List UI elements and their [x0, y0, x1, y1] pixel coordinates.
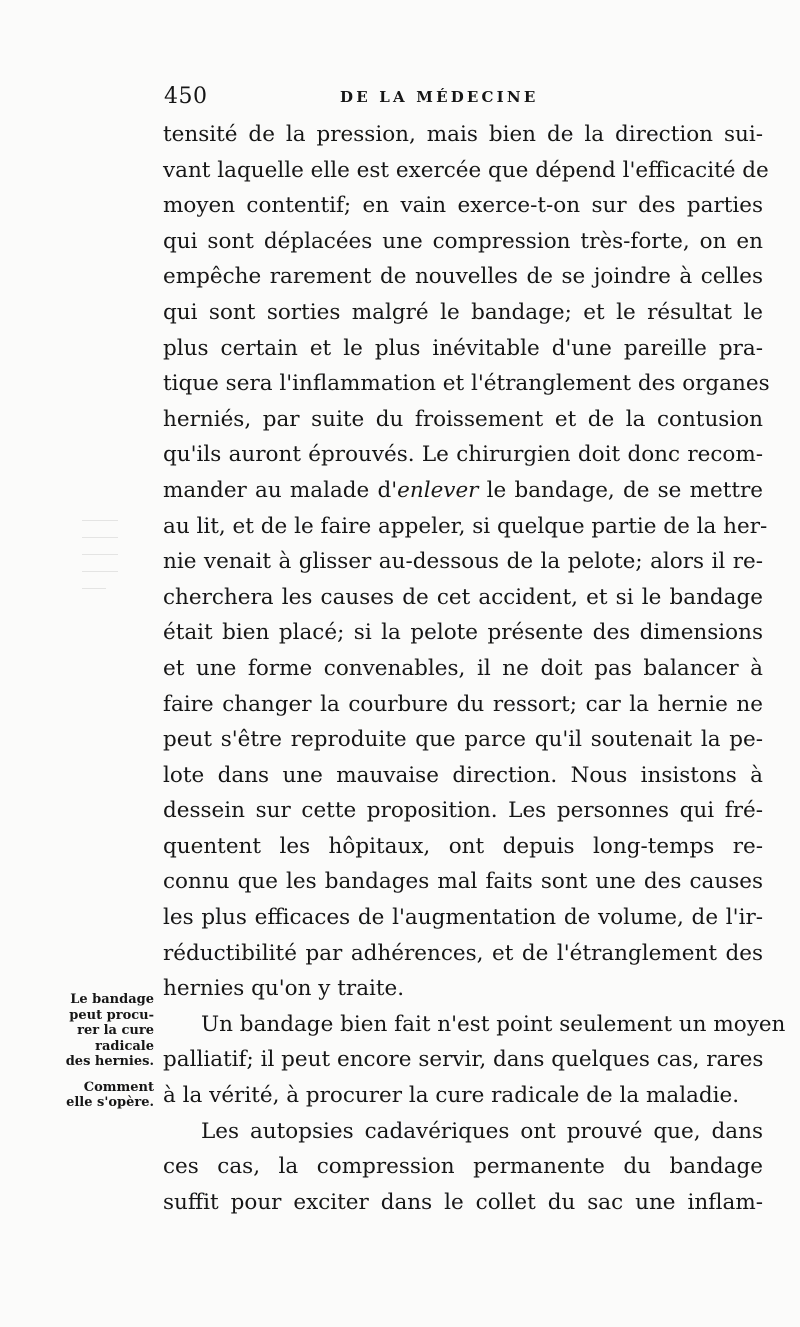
text-line: qu'ils auront éprouvés. Le chirurgien doit donc recom-	[163, 442, 763, 468]
text-line: nie venait à glisser au-dessous de la pelote; alors il re-	[163, 549, 763, 575]
text-line: au lit, et de le faire appeler, si quelque partie de la her-	[163, 513, 768, 539]
margin-note	[40, 992, 154, 1070]
margin-note-line: Comment	[83, 1079, 154, 1095]
margin-note-line: elle s'opère.	[66, 1095, 154, 1110]
margin-note	[40, 1080, 154, 1111]
text-line: qui sont déplacées une compression très-forte, on en	[163, 228, 763, 254]
text-line: palliatif; il peut encore servir, dans quelques cas, rares	[163, 1047, 764, 1073]
text-line: à la vérité, à procurer la cure radicale de la maladie.	[163, 1083, 740, 1109]
page-header	[150, 84, 790, 114]
text-line: Les autopsies cadavériques ont prouvé que, dans	[201, 1118, 763, 1144]
text-line: cherchera les causes de cet accident, et si le bandage	[163, 584, 763, 610]
margin-notes	[40, 992, 154, 1121]
text-line: lote dans une mauvaise direction. Nous insistons à	[163, 762, 763, 788]
margin-note-line: peut procu-	[69, 1007, 154, 1023]
text-line: tensité de la pression, mais bien de la direction sui-	[163, 122, 763, 147]
text-line: Un bandage bien fait n'est point seulement un moyen	[201, 1011, 786, 1037]
text-line: plus certain et le plus inévitable d'une pareille pra-	[163, 335, 763, 361]
text-line: dessein sur cette proposition. Les personnes qui fré-	[163, 798, 763, 824]
text-line: connu que les bandages mal faits sont une des causes	[163, 869, 763, 895]
text-line: herniés, par suite du froissement et de la contusion	[163, 406, 763, 432]
text-line: peut s'être reproduite que parce qu'il soutenait la pe-	[163, 727, 763, 753]
text-line: hernies qu'on y traite.	[163, 976, 405, 1002]
show-through-ink: ――― ――― ――― ――― ――	[82, 513, 118, 595]
margin-note-line: radicale	[95, 1038, 154, 1054]
margin-note-line: Le bandage	[70, 992, 154, 1007]
margin-note-line: rer la cure	[77, 1023, 154, 1038]
text-segment: le bandage, de se mettre	[478, 477, 763, 503]
text-line	[163, 473, 763, 509]
text-segment: mander au malade d'	[163, 477, 398, 503]
page-number: 450	[164, 84, 208, 109]
running-title: DE LA MÉDECINE	[340, 88, 539, 106]
text-line: suffit pour exciter dans le collet du sac une inflam-	[163, 1189, 763, 1215]
text-line: quentent les hôpitaux, ont depuis long-temps re-	[163, 833, 763, 859]
text-line: ces cas, la compression permanente du bandage	[163, 1154, 763, 1180]
text-line: était bien placé; si la pelote présente des dimensions	[163, 620, 763, 646]
text-line: vant laquelle elle est exercée que dépend l'efficacité de	[163, 157, 769, 183]
text-line: moyen contentif; en vain exerce-t-on sur des parties	[163, 193, 763, 219]
text-line: faire changer la courbure du ressort; car la hernie ne	[163, 691, 763, 717]
text-line: les plus efficaces de l'augmentation de volume, de l'ir-	[163, 905, 763, 931]
margin-note-line: des hernies.	[65, 1054, 154, 1069]
text-line: réductibilité par adhérences, et de l'étranglement des	[163, 940, 763, 966]
body-text	[163, 117, 786, 1220]
text-line: tique sera l'inflammation et l'étranglement des organes	[163, 371, 770, 397]
text-line: empêche rarement de nouvelles de se joindre à celles	[163, 264, 763, 290]
text-line: qui sont sorties malgré le bandage; et le résultat le	[163, 299, 763, 325]
italic-word: enlever	[397, 477, 479, 503]
text-line: et une forme convenables, il ne doit pas balancer à	[163, 655, 763, 681]
